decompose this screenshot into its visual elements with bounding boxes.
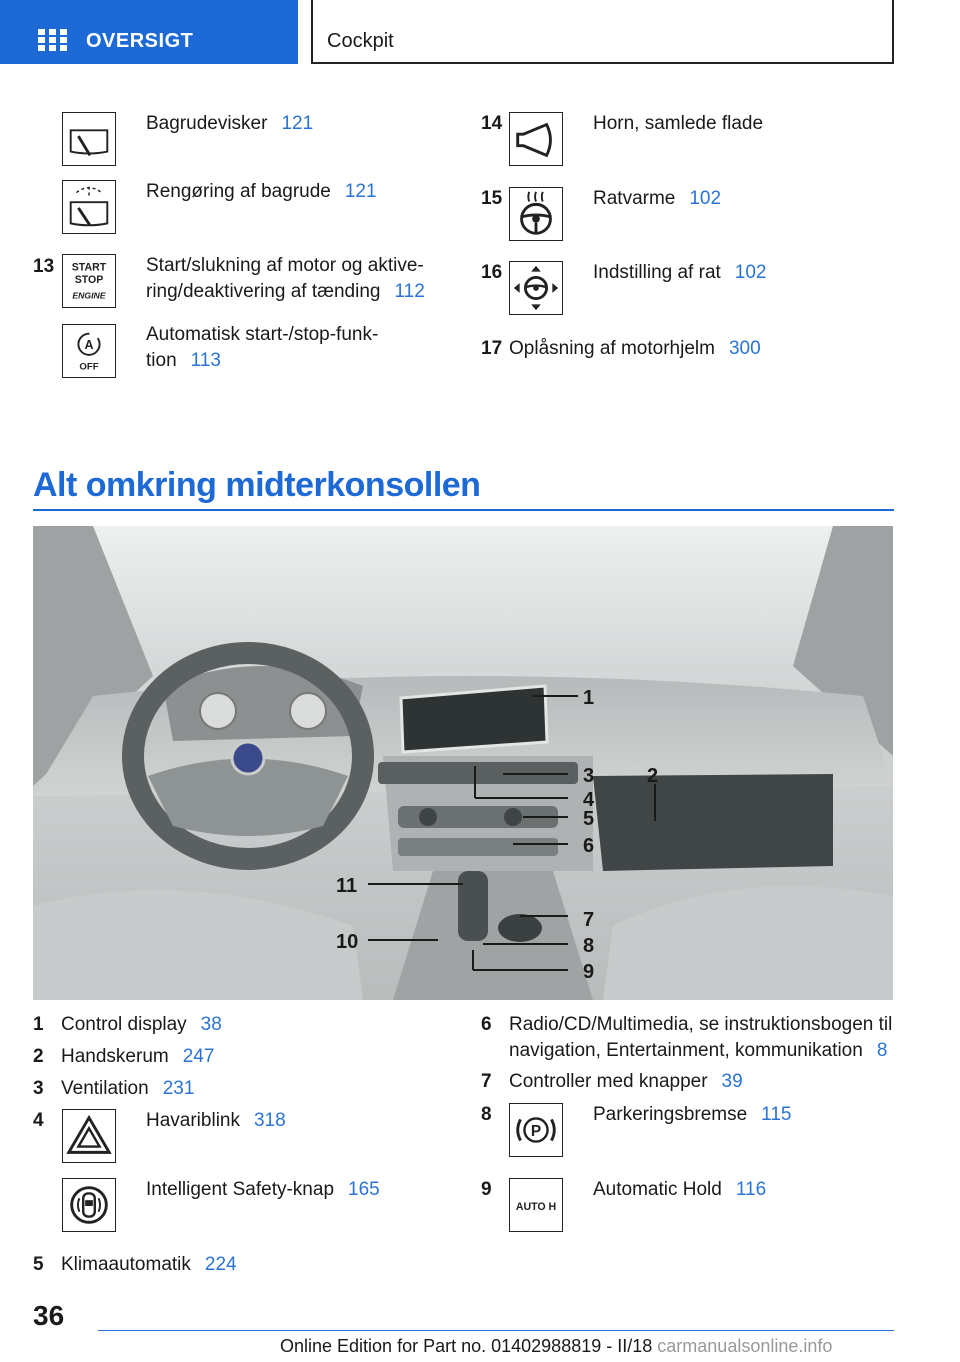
footer-divider [98, 1330, 894, 1331]
callout-label: 1 [583, 687, 595, 709]
list-item: Start/slukning af motor og aktive- ring/deaktivering af tænding 112 [146, 255, 425, 302]
list-item: Handskerum 247 [61, 1046, 215, 1067]
icon-text: STOP [74, 273, 104, 286]
chapter-label: Cockpit [327, 30, 394, 52]
list-item: Rengøring af bagrude 121 [146, 181, 377, 202]
list-item: Controller med knapper 39 [509, 1071, 743, 1092]
callout-label: 3 [583, 765, 595, 787]
callout-label: 2 [647, 765, 659, 787]
svg-text:P: P [530, 1122, 542, 1140]
section-title: Alt omkring midterkonsollen [33, 466, 481, 504]
page-link[interactable]: 39 [721, 1071, 743, 1092]
callout-label: 10 [336, 931, 359, 953]
list-item: Bagrudevisker 121 [146, 113, 314, 134]
page-link[interactable]: 102 [689, 188, 722, 209]
page-link[interactable]: 231 [162, 1078, 195, 1099]
list-item: Radio/CD/Multimedia, se instruktionsbogen til navigation, Entertainment, kommunikation 8 [509, 1014, 893, 1061]
icon-text: A [84, 338, 94, 353]
callout-label: 5 [583, 808, 595, 830]
footer-edition: Online Edition for Part no. 01402988819 - II/18 carmanualsonline.info [280, 1336, 833, 1356]
list-item: Automatic Hold 116 [593, 1179, 767, 1200]
chapter-header [311, 0, 894, 64]
auto-hold-icon [509, 1178, 563, 1232]
list-item: Ratvarme 102 [593, 188, 722, 209]
item-number: 1 [33, 1014, 44, 1035]
item-number: 15 [481, 188, 503, 209]
item-number: 7 [481, 1071, 492, 1092]
center-console-photo [33, 526, 893, 1000]
page-link[interactable]: 8 [876, 1040, 888, 1061]
steering-wheel-heating-icon [509, 187, 563, 241]
intelligent-safety-icon [62, 1178, 116, 1232]
page-link[interactable]: 224 [204, 1254, 237, 1275]
rear-wiper-icon [62, 112, 116, 166]
list-item: Klimaautomatik 224 [61, 1254, 237, 1275]
item-number: 8 [481, 1104, 492, 1125]
item-number: 3 [33, 1078, 44, 1099]
item-number: 4 [33, 1110, 44, 1131]
callout-label: 6 [583, 835, 595, 857]
icon-text: ENGINE [72, 290, 106, 301]
item-number: 6 [481, 1014, 492, 1035]
page-link[interactable]: 38 [200, 1014, 222, 1035]
list-item: Indstilling af rat 102 [593, 262, 767, 283]
list-item: Automatisk start-/stop-funk- tion 113 [146, 324, 379, 371]
list-item: Intelligent Safety-knap 165 [146, 1179, 380, 1200]
page-link[interactable]: 112 [394, 281, 425, 302]
horn-icon [509, 112, 563, 166]
item-number: 13 [33, 256, 55, 277]
footer-site: carmanualsonline.info [657, 1336, 833, 1356]
callout-label: 4 [583, 789, 595, 811]
steering-adjust-icon [509, 261, 563, 315]
page-link[interactable]: 102 [734, 262, 767, 283]
parking-brake-icon [509, 1103, 563, 1157]
item-number: 14 [481, 113, 503, 134]
callout-label: 8 [583, 935, 595, 957]
item-number: 2 [33, 1046, 44, 1067]
icon-text: AUTO H [515, 1200, 557, 1213]
item-number: 17 [481, 338, 503, 359]
page-link[interactable]: 247 [182, 1046, 215, 1067]
start-stop-engine-icon [62, 254, 116, 308]
list-item: Havariblink 318 [146, 1110, 286, 1131]
grid-menu-icon [38, 29, 68, 51]
page-link[interactable]: 121 [281, 113, 314, 134]
section-divider [33, 509, 894, 511]
list-item: Horn, samlede flade [593, 113, 764, 134]
header-section-tab[interactable] [0, 0, 298, 64]
page-link[interactable]: 113 [190, 350, 221, 371]
list-item: Ventilation 231 [61, 1078, 195, 1099]
page-link[interactable]: 115 [761, 1104, 792, 1125]
page-link[interactable]: 300 [728, 338, 761, 359]
rear-washer-icon [62, 180, 116, 234]
auto-start-stop-off-icon [62, 324, 116, 378]
page-link[interactable]: 116 [735, 1179, 767, 1200]
icon-text: OFF [79, 361, 99, 373]
callout-label: 9 [583, 961, 595, 983]
item-number: 16 [481, 262, 503, 283]
list-item: Control display 38 [61, 1014, 222, 1035]
section-label: OVERSIGT [86, 30, 194, 52]
list-item: Oplåsning af motorhjelm 300 [509, 338, 761, 359]
callout-label: 11 [336, 875, 358, 897]
callout-label: 7 [583, 909, 595, 931]
icon-text: START [71, 261, 107, 274]
page-number: 36 [33, 1300, 65, 1331]
item-number: 9 [481, 1179, 492, 1200]
page-link[interactable]: 121 [344, 181, 377, 202]
item-number: 5 [33, 1254, 44, 1275]
page-link[interactable]: 165 [348, 1179, 380, 1200]
list-item: Parkeringsbremse 115 [593, 1104, 792, 1125]
hazard-warning-icon [62, 1109, 116, 1163]
page-link[interactable]: 318 [253, 1110, 286, 1131]
